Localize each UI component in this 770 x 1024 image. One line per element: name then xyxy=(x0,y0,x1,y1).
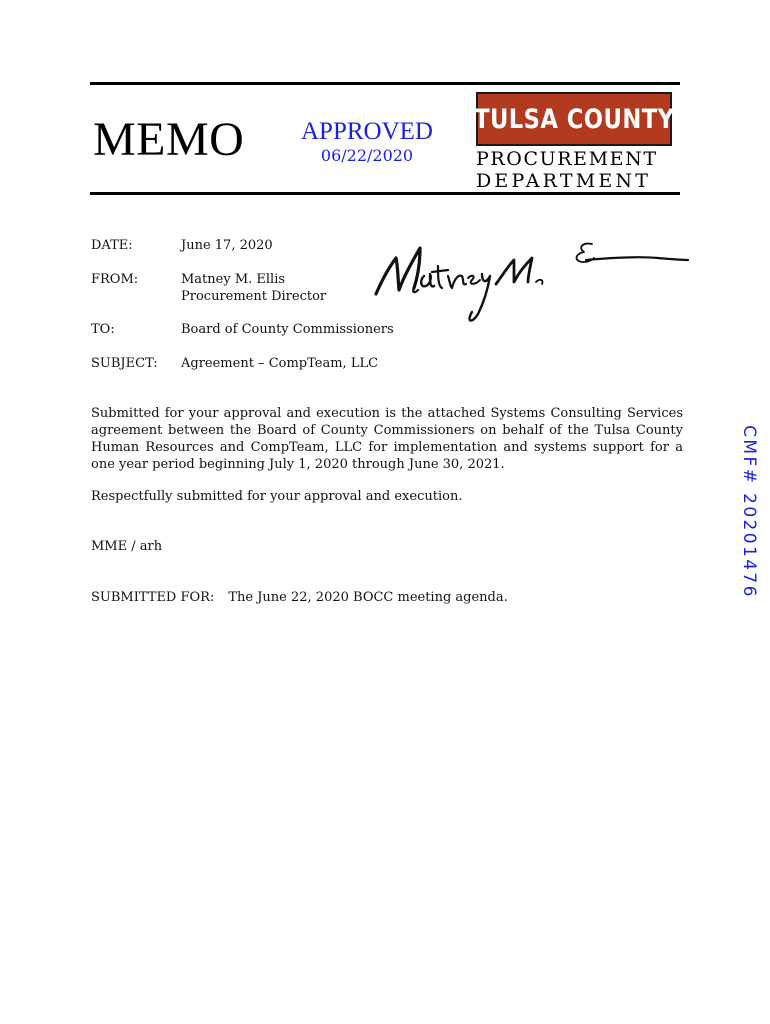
logo-name: TULSA COUNTY xyxy=(473,103,675,135)
cmf-stamp: CMF# 20201476 xyxy=(739,425,759,599)
initials: MME / arh xyxy=(91,539,163,554)
logo-banner xyxy=(473,92,675,146)
date-value: June 17, 2020 xyxy=(181,238,273,253)
approved-date: 06/22/2020 xyxy=(320,146,414,165)
submitted-for xyxy=(91,589,508,606)
header-top-rule xyxy=(90,82,680,85)
from-name: Matney M. Ellis xyxy=(181,272,286,287)
tulsa-county-logo xyxy=(473,92,676,192)
memo-title: MEMO xyxy=(93,113,245,166)
approved-stamp xyxy=(300,118,434,166)
from-title: Procurement Director xyxy=(181,289,327,304)
signature-drawing xyxy=(368,232,694,328)
logo-department: DEPARTMENT xyxy=(476,170,652,192)
body-paragraph: Submitted for your approval and execution is the attached Systems Consulting Services agreement between the Board of County Commissioners on behalf of the Tulsa County Human Resources and CompTeam, LLC for implementation and systems support for a one year period beginning July 1, 2020 through June 30, 2021. xyxy=(91,406,683,472)
closing-paragraph: Respectfully submitted for your approval and execution. xyxy=(91,489,463,504)
header-bottom-rule xyxy=(90,192,680,195)
from-label: FROM: xyxy=(91,272,139,287)
approved-word: APPROVED xyxy=(301,118,433,145)
submitted-value: The June 22, 2020 BOCC meeting agenda. xyxy=(228,590,508,605)
submitted-label: SUBMITTED FOR: xyxy=(91,590,215,605)
subject-value: Agreement – CompTeam, LLC xyxy=(181,356,379,371)
to-value: Board of County Commissioners xyxy=(181,322,394,337)
subject-label: SUBJECT: xyxy=(91,356,158,371)
to-label: TO: xyxy=(91,322,115,337)
logo-procurement: PROCUREMENT xyxy=(476,148,658,170)
date-label: DATE: xyxy=(91,238,133,253)
signature xyxy=(368,232,694,332)
